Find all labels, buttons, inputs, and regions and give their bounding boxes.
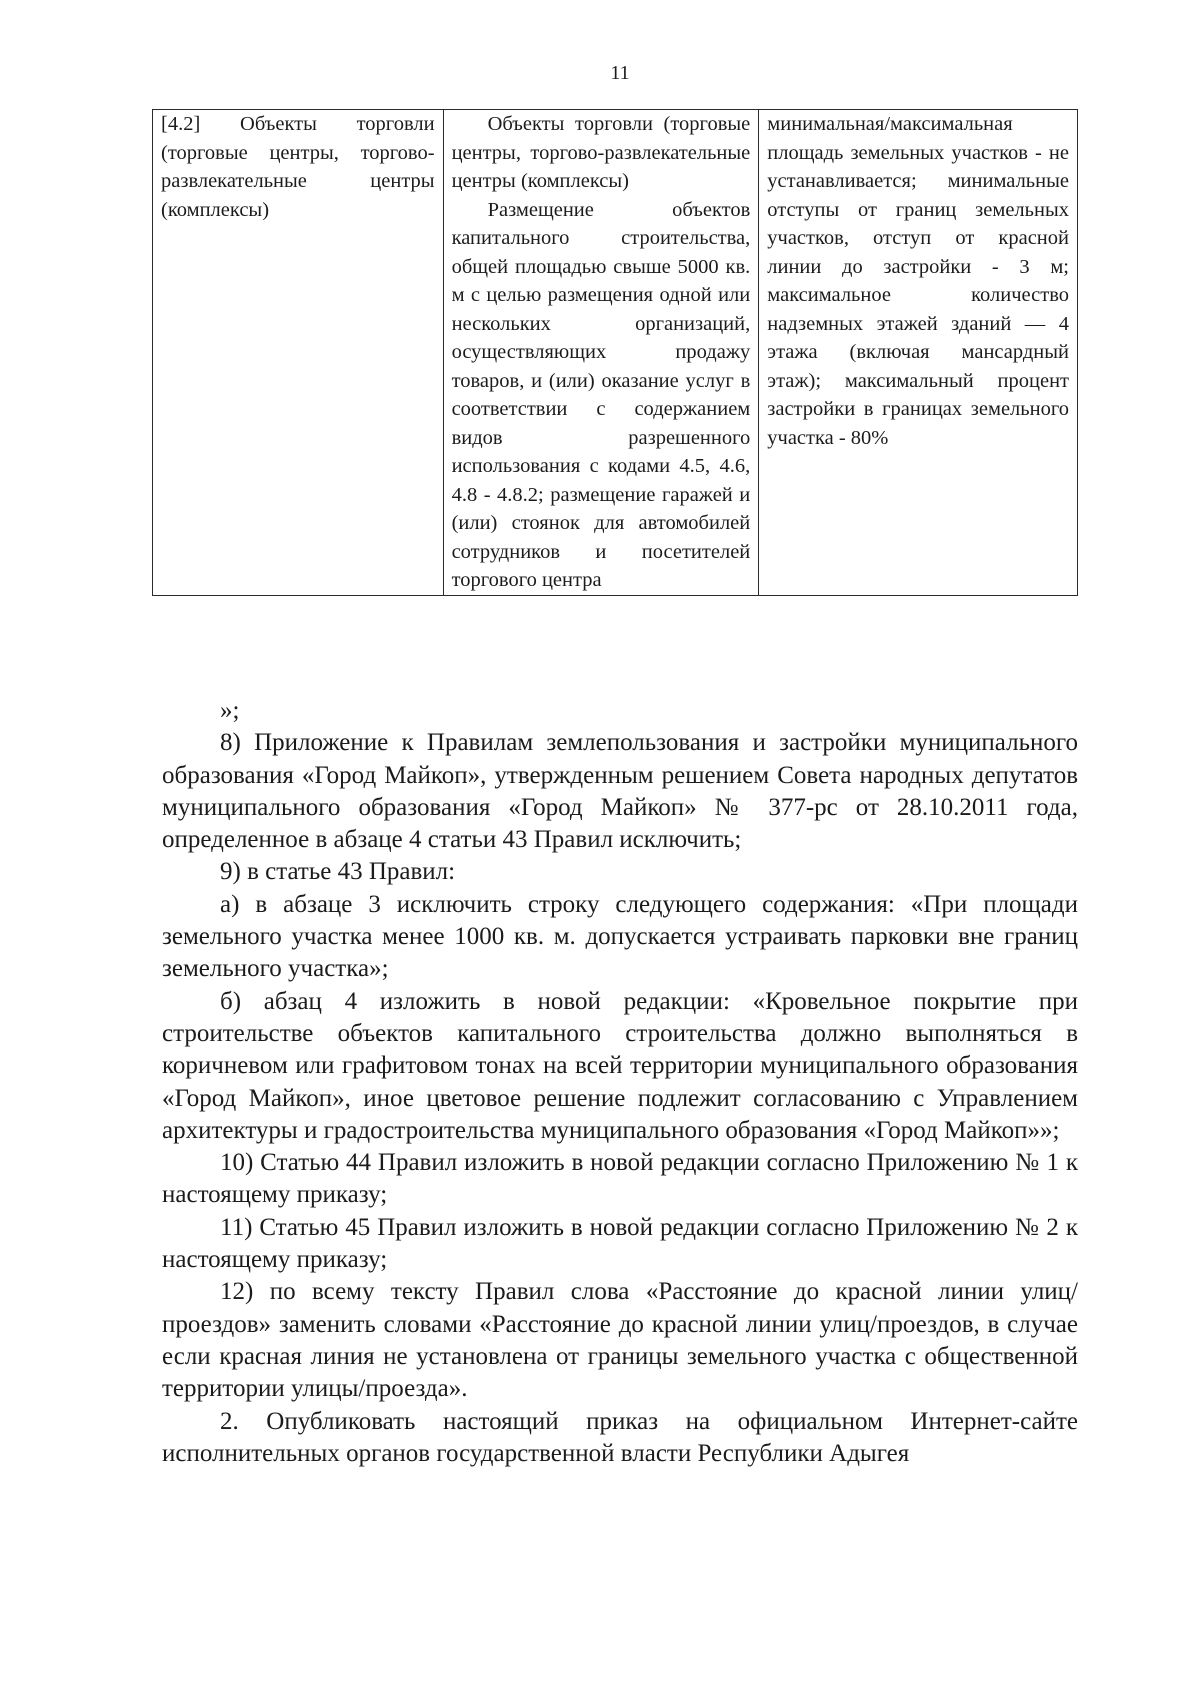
paragraph-item-11: 11) Статью 45 Правил изложить в новой редакции согласно Приложению № 2 к настоящему приказу; [162,1213,1078,1274]
document-body [162,695,1078,1470]
parameters-text: минимальная/максимальная площадь земельных участков - не устанавливается; минимальные отступы от границ земельных участков, отступ от красной линии до застройки - 3 м; максимальное количество надземных этажей зданий — 4 этажа (включая мансардный этаж); максимальный процент застройки в границах земельного участка - 80% [767,113,1069,449]
parameters-cell [759,110,1078,596]
permitted-use-name-cell [153,110,444,596]
permitted-use-description-cell [443,110,759,596]
description-title: Объекты торговли (торговые центры, торгово-развлекательные центры (комплексы) [451,113,751,192]
permitted-use-name: [4.2] Объекты торговли (торговые центры, торгово-развлекательные центры (комплексы) [161,113,435,221]
paragraph-item-12: 12) по всему тексту Правил слова «Расстояние до красной линии улиц/проездов» заменить словами «Расстояние до красной линии улиц/проездов, в случае если красная линия не установлена от границы земельного участка с общественной территории улицы/проезда». [162,1278,1078,1403]
paragraph-item-2: 2. Опубликовать настоящий приказ на официальном Интернет-сайте исполнительных органов государственной власти Республики Адыгея [162,1407,1078,1467]
table-row [153,110,1078,596]
regulations-table [152,109,1078,596]
paragraph-item-9: 9) в статье 43 Правил: [220,858,456,886]
paragraph-item-9a: а) в абзаце 3 исключить строку следующего содержания: «При площади земельного участка менее 1000 кв. м. допускается устраивать парковки вне границ земельного участка»; [162,890,1078,983]
paragraph-item-9b: б) абзац 4 изложить в новой редакции: «Кровельное покрытие при строительстве объектов капитального строительства должно выполняться в коричневом или графитовом тонах на всей территории муниципального образования «Город Майкоп», иное цветовое решение подлежит согласованию с Управлением архитектуры и градостроительства муниципального образования «Город Майкоп»»; [162,987,1078,1144]
paragraph-item-10: 10) Статью 44 Правил изложить в новой редакции согласно Приложению № 1 к настоящему приказу; [162,1149,1078,1209]
description-text: Размещение объектов капитального строительства, общей площадью свыше 5000 кв. м с целью размещения одной или нескольких организаций, осуществляющих продажу товаров, и (или) оказание услуг в соответствии с содержанием видов разрешенного использования с кодами 4.5, 4.6, 4.8 - 4.8.2; размещение гаражей и (или) стоянок для автомобилей сотрудников и посетителей торгового центра [451,198,751,591]
closing-quote: »; [220,697,240,724]
paragraph-item-8: 8) Приложение к Правилам землепользования и застройки муниципального образования «Город Майкоп», утвержденным решением Совета народных депутатов муниципального образования «Город Майкоп» № 377-рс от 28.10.2011 года, определенное в абзаце 4 статьи 43 Правил исключить; [162,729,1078,854]
page-number: 11 [610,62,630,84]
